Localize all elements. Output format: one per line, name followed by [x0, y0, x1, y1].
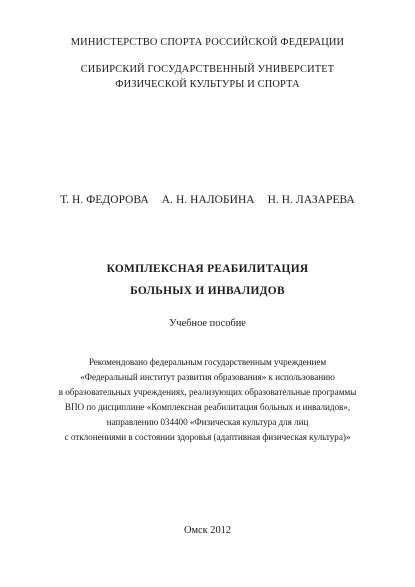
book-subtitle: Учебное пособие [169, 318, 246, 329]
university-name-line1: СИБИРСКИЙ ГОСУДАРСТВЕННЫЙ УНИВЕРСИТЕТ [80, 64, 335, 75]
publication-place-year: Омск 2012 [183, 525, 232, 536]
book-title-line1: КОМПЛЕКСНАЯ РЕАБИЛИТАЦИЯ [106, 263, 309, 275]
recommendation-line: Рекомендовано федеральным государственным учреждением [88, 357, 327, 367]
author-name: Н. Н. ЛАЗАРЕВА [267, 194, 355, 206]
author-name: Т. Н. ФЕДОРОВА [60, 194, 149, 206]
recommendation-line: ВПО по дисциплине «Комплексная реабилитация больных и инвалидов», [64, 402, 351, 412]
recommendation-line: «Федеральный институт развития образования» к использованию [80, 372, 335, 382]
university-name-line2: ФИЗИЧЕСКОЙ КУЛЬТУРЫ И СПОРТА [115, 79, 300, 90]
ministry-heading: МИНИСТЕРСТВО СПОРТА РОССИЙСКОЙ ФЕДЕРАЦИИ [70, 37, 345, 48]
authors-line [0, 194, 415, 206]
recommendation-line: с отклонениями в состоянии здоровья (адаптивная физическая культура)» [64, 432, 351, 442]
recommendation-line: в образовательных учреждениях, реализующих образовательные программы [58, 387, 357, 397]
book-title-line2: БОЛЬНЫХ И ИНВАЛИДОВ [130, 285, 285, 297]
recommendation-line: направлению 034400 «Физическая культура для лиц [106, 417, 309, 427]
author-name: А. Н. НАЛОБИНА [161, 194, 255, 206]
